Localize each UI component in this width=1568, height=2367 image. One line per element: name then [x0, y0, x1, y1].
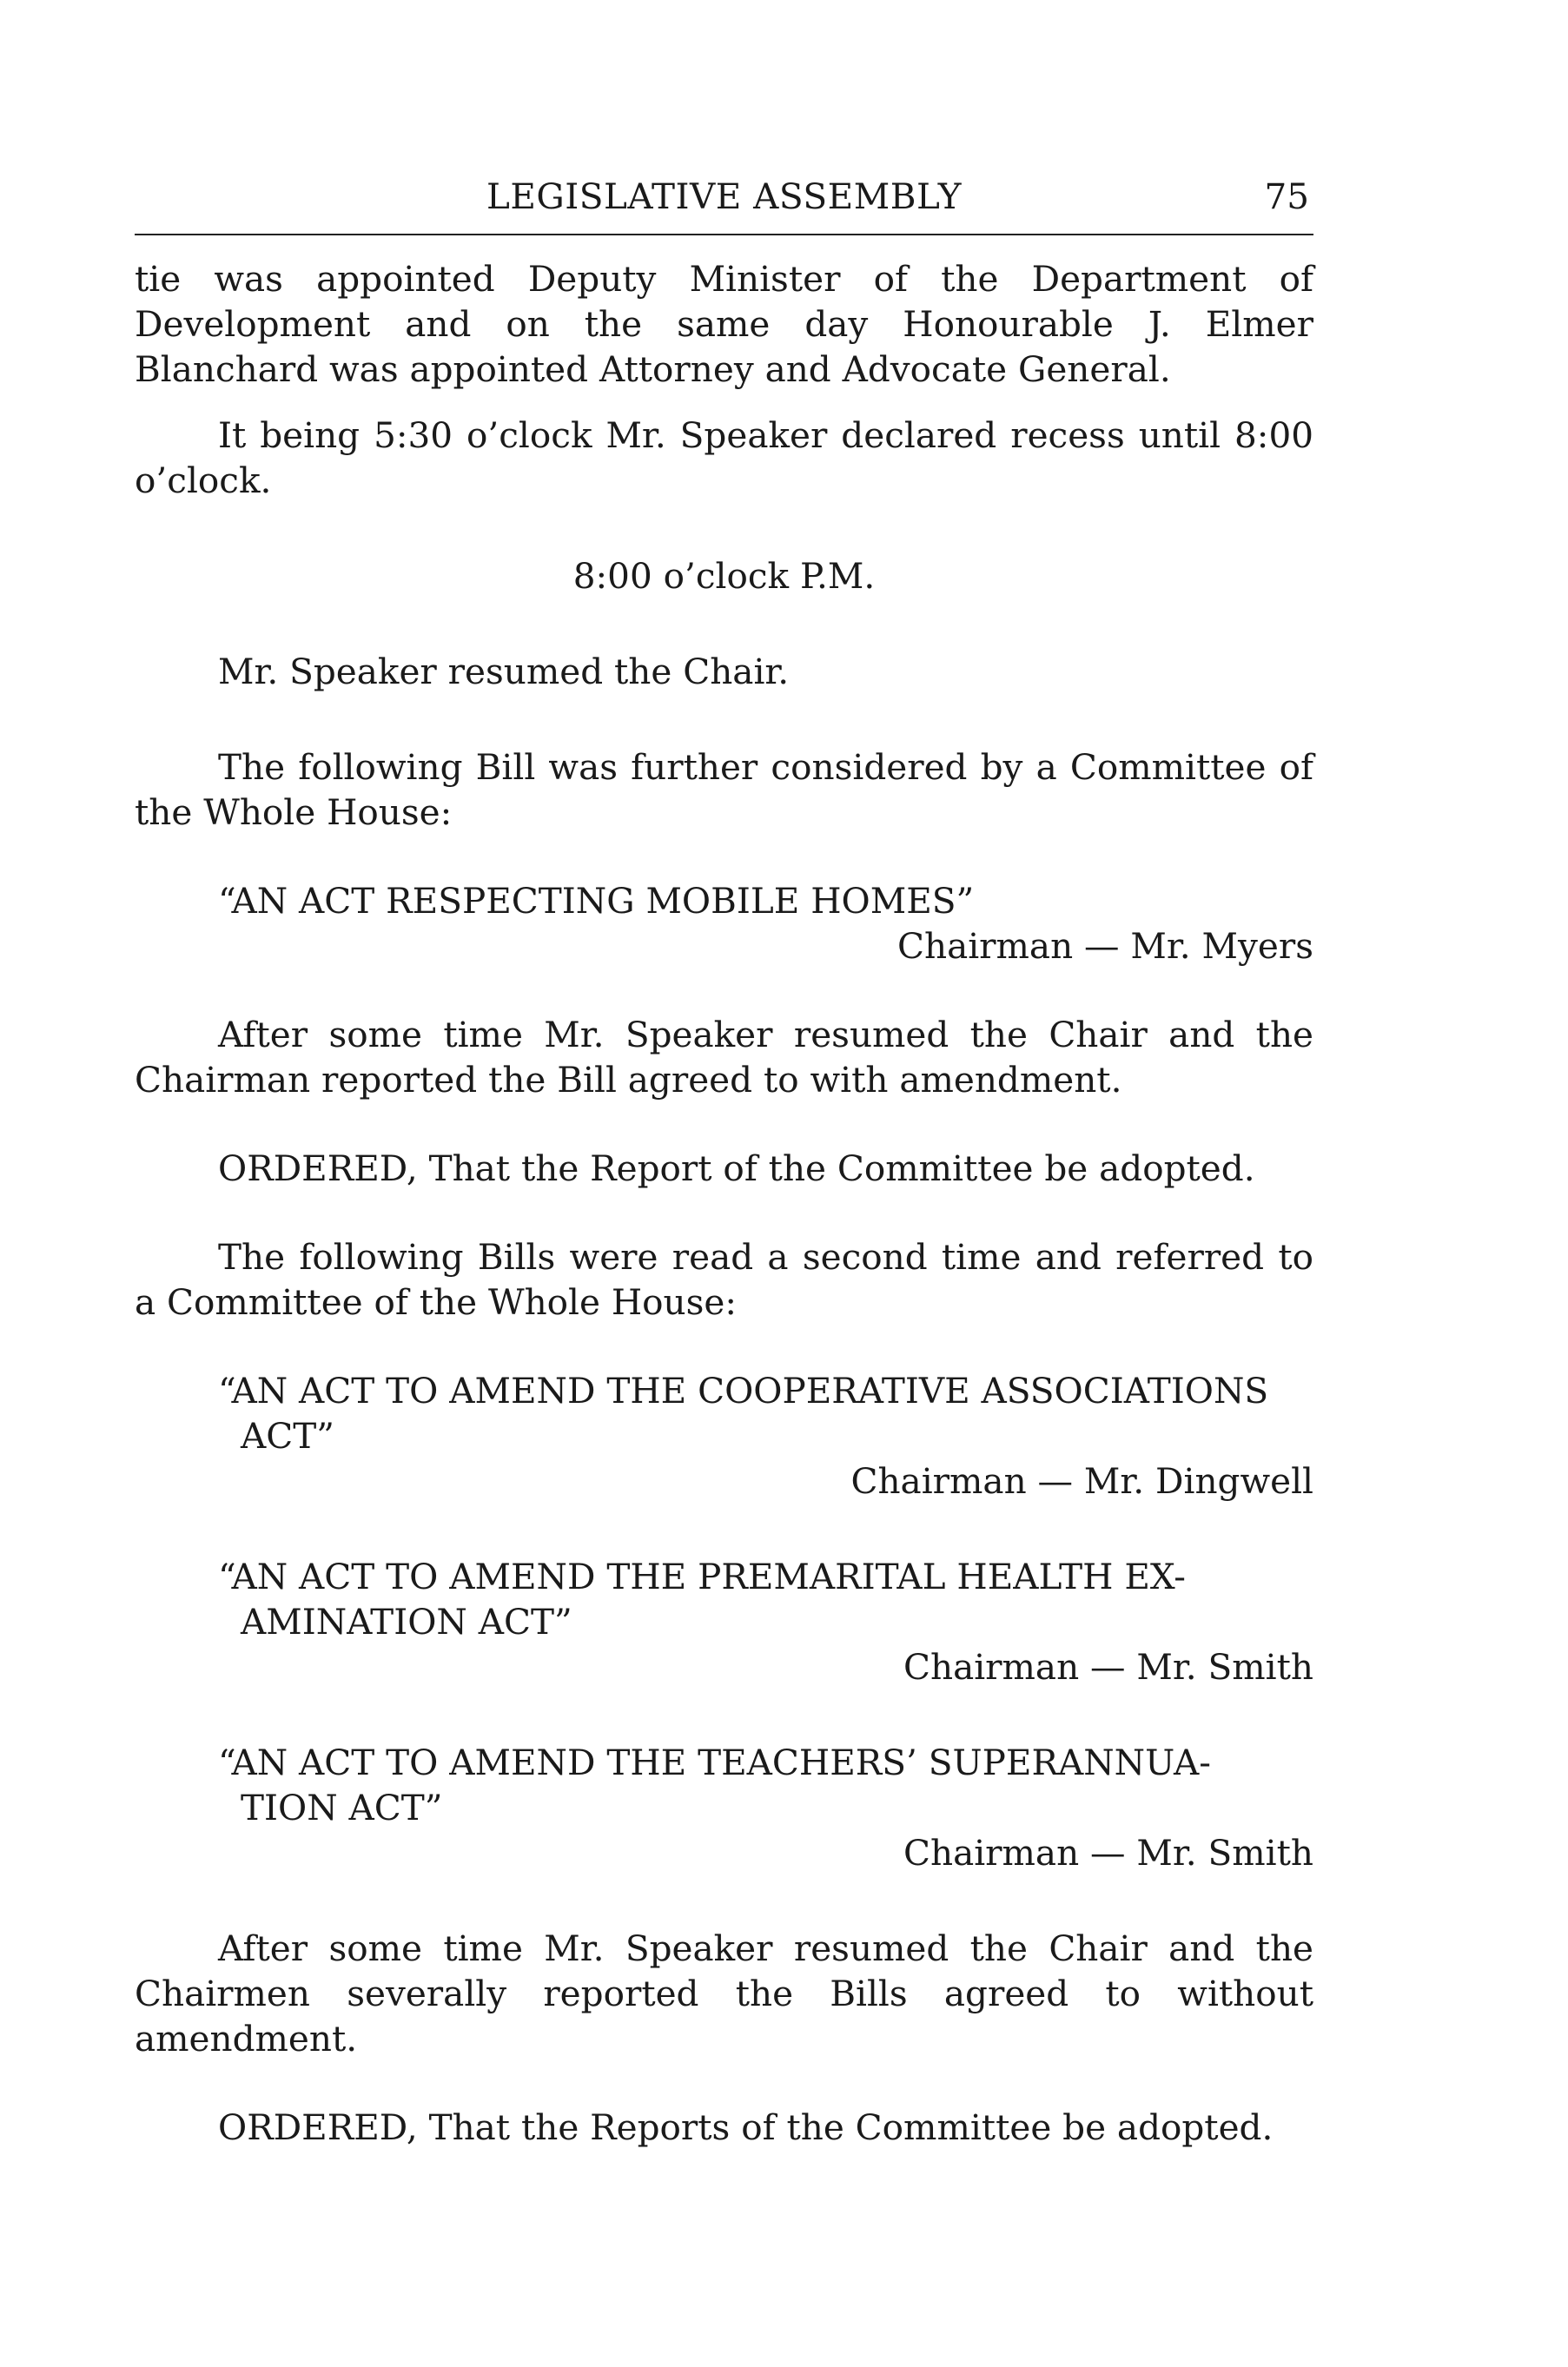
running-head-title: LEGISLATIVE ASSEMBLY [486, 175, 963, 217]
paragraph-reported-with-amendment: After some time Mr. Speaker resumed the Chair and the Chairman reported the Bill agreed to with amendment. [135, 1014, 1313, 1101]
bill-title-teachers-line2: TION ACT” [241, 1787, 443, 1828]
bill-title-premarital-line2: AMINATION ACT” [241, 1601, 572, 1643]
bill-chairman-dingwell: Chairman — Mr. Dingwell [850, 1460, 1313, 1502]
ordered-reports-adopted: ORDERED, That the Reports of the Committee be adopted. [218, 2106, 1274, 2148]
bill-title-teachers [135, 1740, 1313, 1830]
bill-title-premarital [135, 1554, 1313, 1644]
paragraph-resumed-chair: Mr. Speaker resumed the Chair. [218, 651, 790, 692]
bill-title-cooperative-line1: “AN ACT TO AMEND THE COOPERATIVE ASSOCIATIONS [218, 1370, 1269, 1412]
bill-chairman-smith-premarital: Chairman — Mr. Smith [903, 1646, 1313, 1688]
paragraph-second-reading: The following Bills were read a second time and referred to a Committee of the Whole House: [135, 1236, 1313, 1323]
bill-title-mobile-homes: “AN ACT RESPECTING MOBILE HOMES” [218, 880, 975, 922]
ordered-report-adopted: ORDERED, That the Report of the Committee be adopted. [218, 1147, 1255, 1189]
paragraph-bill-considered: The following Bill was further considered by a Committee of the Whole House: [135, 746, 1313, 833]
running-head [135, 174, 1313, 228]
bill-title-cooperative-line2: ACT” [241, 1415, 334, 1457]
paragraph-reported-without-amendment: After some time Mr. Speaker resumed the Chair and the Chairmen severally reported the Bills agreed to without amendment. [135, 1927, 1313, 2060]
bill-chairman-smith-teachers: Chairman — Mr. Smith [903, 1832, 1313, 1874]
page [135, 174, 1313, 2150]
bill-title-cooperative [135, 1368, 1313, 1458]
bill-chairman-myers: Chairman — Mr. Myers [897, 925, 1313, 967]
paragraph-appointment: tie was appointed Deputy Minister of the Department of Development and on the same day Honourable J. Elmer Blanchard was appointed Attorney and Advocate General. [135, 258, 1313, 390]
time-heading: 8:00 o’clock P.M. [572, 555, 876, 597]
page-number: 75 [1264, 175, 1309, 217]
bill-title-teachers-line1: “AN ACT TO AMEND THE TEACHERS’ SUPERANNUA- [218, 1742, 1211, 1783]
paragraph-recess: It being 5:30 o’clock Mr. Speaker declared recess until 8:00 o’clock. [135, 414, 1313, 501]
bill-title-premarital-line1: “AN ACT TO AMEND THE PREMARITAL HEALTH EX- [218, 1556, 1186, 1597]
